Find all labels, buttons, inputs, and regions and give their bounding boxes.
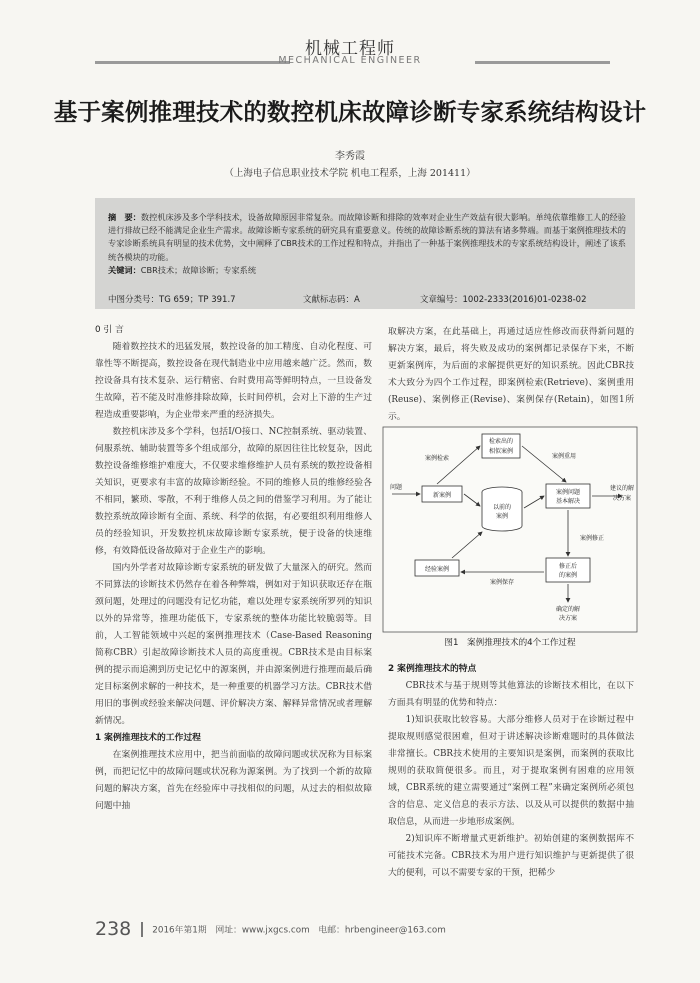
paragraph-continued: 取解决方案，在此基础上，再通过适应性修改而获得新问题的解决方案，最后，将失败及成功的案例都记录保存下来，不断更新案例库，为后面的求解提供更好的知识系统。因此CBR技术大致分为四个工作过程，即案例检索(Retrieve)、案例重用(Reuse)、案例修正(Revise)、案例保存(Retain)，如图1所示。 — [388, 327, 634, 422]
clc-number: 中图分类号：TG 659；TP 391.7 — [108, 295, 236, 305]
document-code: 文献标志码：A — [303, 295, 360, 305]
label-retrieved-1: 检索出的 — [488, 438, 514, 445]
page-number: 238 — [95, 918, 132, 940]
label-case-base-2: 案例 — [495, 513, 509, 520]
left-column — [95, 322, 372, 815]
paragraph: CBR技术与基于规则等其他算法的诊断技术相比，在以下方面具有明显的优势和特点： — [388, 681, 634, 708]
figure-1-caption: 图1 案例推理技术的4个工作过程 — [444, 638, 576, 648]
article-number: 文章编号：1002-2333(2016)01-0238-02 — [420, 295, 587, 305]
abstract-text: 数控机床涉及多个学科技术，设备故障原因非常复杂。而故障诊断和排除的效率对企业生产效益有很大影响。单纯依靠维修工人的经验进行排故已经不能满足企业生产需求。故障诊断专家系统的研究具有重要意义。传统的故障诊断系统的算法有诸多弊端。而基于案例推理技术的专家诊断系统具有明显的技术优势，文中阐释了CBR技术的工作过程和特点，并指出了一种基于案例推理技术的专家系统结构设计，阐述了该系统各模块的功能。 — [108, 212, 626, 262]
section-0-heading: 0 引 言 — [95, 325, 124, 335]
label-suggested-1: 建议的解 — [609, 485, 635, 492]
journal-name-cn: 机械工程师 — [305, 39, 395, 59]
label-confirmed-2: 决方案 — [558, 615, 578, 622]
paragraph: 随着数控技术的迅猛发展，数控设备的加工精度、自动化程度、可靠性等不断提高，数控设备在现代制造业中应用越来越广泛。然而，数控设备具有技术复杂、运行精密、台时费用高等鲜明特点，一旦设备发生故障，若不能及时准修排除故障，长时间停机，会对上下游的生产过程造成重要影响，为企业带来严重的经济损失。 — [95, 342, 372, 420]
right-column-bottom — [388, 661, 634, 882]
footer-separator — [141, 922, 143, 937]
label-confirmed-1: 确定的解 — [555, 606, 581, 613]
paragraph: 在案例推理技术应用中，把当前面临的故障问题或状况称为目标案例，而把记忆中的故障问题或状况称为源案例。为了找到一个新的故障问题的解决方案，首先在经验库中寻找相似的问题，从过去的相似故障问题中抽 — [95, 750, 372, 811]
label-repaired-1: 修正后 — [558, 563, 578, 570]
page-footer — [95, 918, 635, 940]
label-retrieved-2: 相似案例 — [488, 448, 514, 455]
section-2-heading: 2 案例推理技术的特点 — [388, 664, 477, 674]
case-base-body — [482, 492, 522, 531]
journal-name-en: MECHANICAL ENGINEER — [278, 55, 422, 66]
label-case-problem-1: 案例问题 — [555, 489, 581, 496]
footer-info: 2016年第1期 网址：www.jxgcs.com 电邮：hrbengineer@163.com — [152, 925, 446, 936]
paragraph: 国内外学者对故障诊断专家系统的研发做了大量深入的研究。然而不同算法的诊断技术仍然存在着各种弊端，例如对于知识获取还存在瓶颈问题，处理过的问题没有记忆功能，难以处理专家系统所罗列的知识以外的异常等，推理功能低下，专家系统的整体功能比较脆弱等。目前，人工智能领域中兴起的案例推理技术（Case-Based Reasoning 简称CBR）引起故障诊断技术人员的高度重视。CBR技术是由目标案例的提示而追溯到历史记忆中的源案例，并由源案例进行推理而最后确定目标案例求解的一种技术，是一种重要的机器学习方法。CBR技术借用旧的事例或经验来解决问题、评价解决方案、解释异常情况或者理解新情况。 — [95, 563, 372, 726]
label-case-problem-2: 基本解决 — [555, 498, 581, 505]
article-affiliation: （上海电子信息职业技术学院 机电工程系，上海 201411） — [224, 168, 476, 179]
label-new-case: 新案例 — [432, 492, 452, 499]
label-repaired-2: 的案例 — [558, 572, 578, 579]
article-author: 李秀霞 — [335, 151, 365, 162]
label-case-base-1: 以前的 — [492, 504, 512, 511]
keywords-text: CBR技术；故障诊断；专家系统 — [140, 264, 257, 275]
label-revise: 案例修正 — [579, 535, 605, 542]
keywords-label: 关键词： — [108, 264, 141, 275]
paragraph: 1)知识获取比较容易。大部分维修人员对于在诊断过程中提取规则感觉很困难，但对于讲述解决诊断难题时的具体做法非常擅长。CBR技术使用的主要知识是案例，而案例的获取比规则的获取简便很多。而且，对于提取案例有困难的应用领域，CBR系统的建立需要通过“案例工程”来确定案例所必须包含的信息、定义信息的表示方法、以及从可以提供的数据中抽取信息，从而进一步地形成案例。 — [388, 715, 634, 827]
figure-1-diagram — [382, 426, 638, 650]
abstract-label: 摘 要： — [108, 212, 141, 222]
label-reuse: 案例重用 — [551, 453, 577, 460]
label-retain: 案例保存 — [489, 579, 515, 586]
label-tested: 经验案例 — [424, 566, 450, 573]
right-column-top — [388, 324, 634, 426]
article-title: 基于案例推理技术的数控机床故障诊断专家系统结构设计 — [53, 98, 647, 126]
paragraph: 数控机床涉及多个学科，包括I/O接口、NC控制系统、驱动装置、伺服系统、辅助装置等多个组成部分，故障的原因往往比较复杂，因此数控设备维修维护难度大，不仅要求维修维护人员有系统的数控设备相关知识，更要求有丰富的故障诊断经验。不同的维修人员的维修经验各不相同，繁琐、零散，不利于维修人员之间的借鉴学习利用。为了能让数控系统故障诊断有全面、系统、科学的依据，有必要组织利用维修人员的经验知识，开发数控机床故障诊断专家系统，便于设备的快速维修，有效降低设备故障对于企业生产的影响。 — [95, 427, 372, 556]
label-retrieve: 案例检索 — [424, 455, 450, 462]
label-problem: 问题 — [389, 484, 403, 491]
section-1-heading: 1 案例推理技术的工作过程 — [95, 733, 201, 743]
abstract — [108, 211, 626, 277]
label-suggested-2: 决方案 — [612, 495, 632, 502]
paragraph: 2)知识库不断增量式更新维护。初始创建的案例数据库不可能技术完备。CBR技术为用户进行知识维护与更新提供了很大的便利，可以不需要专家的干预，把稀少 — [388, 834, 634, 878]
